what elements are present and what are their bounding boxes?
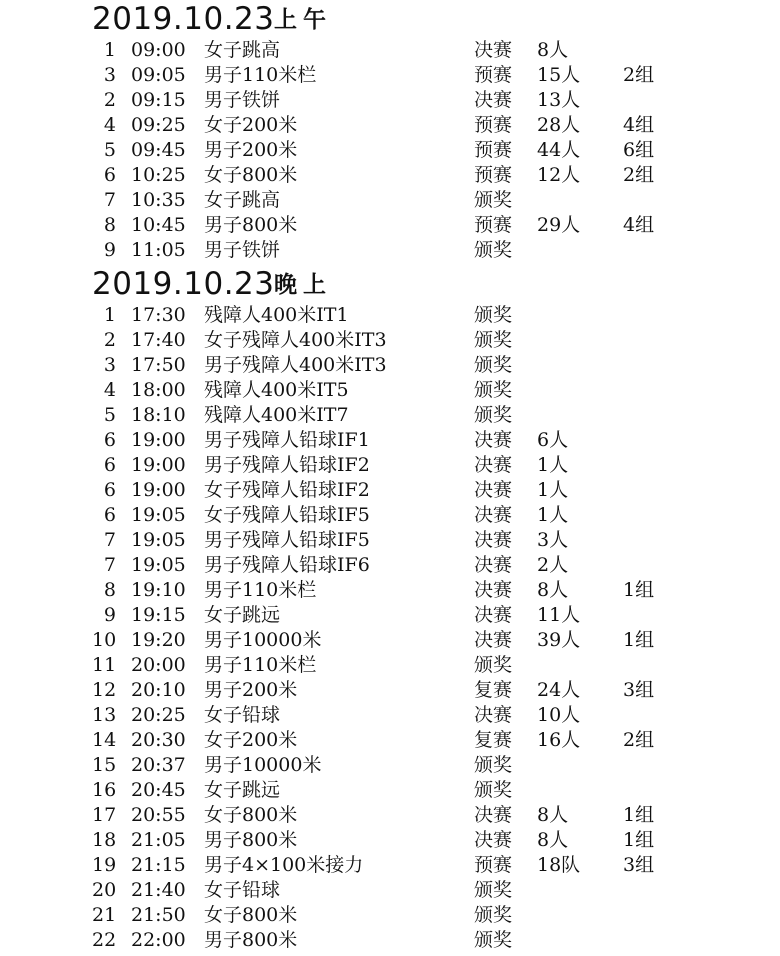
event-time: 21:15 — [131, 854, 186, 876]
event-name: 女子跳高 — [204, 39, 281, 61]
event-number: 17 — [92, 804, 117, 826]
participant-count: 18队 — [537, 854, 581, 876]
schedule-row — [0, 828, 780, 853]
event-time: 19:20 — [131, 629, 186, 651]
event-time: 17:40 — [131, 329, 186, 351]
participant-count: 3人 — [537, 529, 569, 551]
event-time: 19:15 — [131, 604, 186, 626]
event-stage: 预赛 — [474, 214, 513, 236]
event-name: 女子200米 — [204, 729, 298, 751]
event-number: 5 — [103, 139, 116, 161]
event-stage: 预赛 — [474, 114, 513, 136]
event-name: 男子残障人铅球IF1 — [204, 429, 370, 451]
section-date: 2019.10.23 — [92, 1, 275, 37]
schedule-row — [0, 88, 780, 113]
event-stage: 决赛 — [474, 479, 513, 501]
participant-count: 12人 — [537, 164, 581, 186]
event-name: 女子残障人铅球IF2 — [204, 479, 370, 501]
event-name: 男子残障人铅球IF6 — [204, 554, 370, 576]
group-count: 3组 — [623, 854, 655, 876]
event-name: 男子10000米 — [204, 754, 322, 776]
schedule-row — [0, 778, 780, 803]
event-number: 2 — [103, 329, 116, 351]
event-stage: 颁奖 — [474, 929, 513, 951]
event-time: 20:45 — [131, 779, 186, 801]
participant-count: 10人 — [537, 704, 581, 726]
event-stage: 颁奖 — [474, 379, 513, 401]
event-time: 20:00 — [131, 654, 186, 676]
schedule-table-evening — [0, 303, 780, 953]
group-count: 2组 — [623, 64, 655, 86]
event-time: 21:50 — [131, 904, 186, 926]
event-stage: 颁奖 — [474, 329, 513, 351]
schedule-row — [0, 428, 780, 453]
event-time: 09:00 — [131, 39, 186, 61]
schedule-row — [0, 853, 780, 878]
event-time: 11:05 — [131, 239, 186, 261]
event-stage: 决赛 — [474, 704, 513, 726]
event-number: 18 — [92, 829, 117, 851]
event-name: 残障人400米IT5 — [204, 379, 349, 401]
event-time: 10:35 — [131, 189, 186, 211]
event-time: 09:15 — [131, 89, 186, 111]
event-stage: 决赛 — [474, 454, 513, 476]
event-stage: 颁奖 — [474, 354, 513, 376]
schedule-table-morning — [0, 38, 780, 263]
schedule-row — [0, 803, 780, 828]
event-name: 男子110米栏 — [204, 654, 317, 676]
event-number: 7 — [103, 554, 116, 576]
event-stage: 预赛 — [474, 139, 513, 161]
event-name: 女子跳高 — [204, 189, 281, 211]
event-time: 20:55 — [131, 804, 186, 826]
event-name: 女子800米 — [204, 904, 298, 926]
event-time: 09:25 — [131, 114, 186, 136]
schedule-row — [0, 503, 780, 528]
event-number: 21 — [92, 904, 117, 926]
participant-count: 1人 — [537, 479, 569, 501]
event-number: 15 — [92, 754, 117, 776]
event-name: 女子铅球 — [204, 879, 281, 901]
event-number: 13 — [92, 704, 117, 726]
event-number: 7 — [103, 189, 116, 211]
event-number: 8 — [103, 579, 116, 601]
event-time: 19:05 — [131, 554, 186, 576]
event-name: 男子残障人铅球IF2 — [204, 454, 370, 476]
event-number: 6 — [103, 454, 116, 476]
event-number: 20 — [92, 879, 117, 901]
event-time: 10:45 — [131, 214, 186, 236]
schedule-row — [0, 353, 780, 378]
group-count: 1组 — [623, 804, 655, 826]
event-number: 16 — [92, 779, 117, 801]
event-number: 6 — [103, 164, 116, 186]
group-count: 1组 — [623, 629, 655, 651]
schedule-row — [0, 63, 780, 88]
event-number: 14 — [92, 729, 117, 751]
event-name: 男子200米 — [204, 139, 298, 161]
event-time: 20:30 — [131, 729, 186, 751]
participant-count: 29人 — [537, 214, 581, 236]
schedule-row — [0, 903, 780, 928]
event-number: 7 — [103, 529, 116, 551]
event-number: 1 — [103, 39, 116, 61]
event-name: 男子残障人铅球IF5 — [204, 529, 370, 551]
group-count: 6组 — [623, 139, 655, 161]
event-name: 男子200米 — [204, 679, 298, 701]
section-header-evening — [0, 265, 780, 303]
event-stage: 决赛 — [474, 829, 513, 851]
event-time: 09:05 — [131, 64, 186, 86]
event-time: 20:25 — [131, 704, 186, 726]
schedule-row — [0, 453, 780, 478]
participant-count: 1人 — [537, 504, 569, 526]
event-stage: 颁奖 — [474, 304, 513, 326]
group-count: 2组 — [623, 729, 655, 751]
event-number: 9 — [103, 604, 116, 626]
event-name: 女子残障人铅球IF5 — [204, 504, 370, 526]
event-name: 男子残障人400米IT3 — [204, 354, 387, 376]
event-number: 22 — [92, 929, 117, 951]
schedule-row — [0, 238, 780, 263]
event-number: 3 — [103, 354, 116, 376]
event-time: 19:00 — [131, 479, 186, 501]
event-stage: 决赛 — [474, 429, 513, 451]
event-name: 残障人400米IT1 — [204, 304, 349, 326]
event-name: 男子110米栏 — [204, 64, 317, 86]
event-time: 21:05 — [131, 829, 186, 851]
event-time: 09:45 — [131, 139, 186, 161]
event-time: 18:10 — [131, 404, 186, 426]
event-number: 6 — [103, 479, 116, 501]
event-time: 17:30 — [131, 304, 186, 326]
event-stage: 预赛 — [474, 854, 513, 876]
event-time: 21:40 — [131, 879, 186, 901]
schedule-row — [0, 878, 780, 903]
participant-count: 1人 — [537, 454, 569, 476]
participant-count: 6人 — [537, 429, 569, 451]
event-number: 10 — [92, 629, 117, 651]
schedule-row — [0, 188, 780, 213]
event-stage: 复赛 — [474, 679, 513, 701]
schedule-row — [0, 703, 780, 728]
schedule-row — [0, 113, 780, 138]
group-count: 1组 — [623, 829, 655, 851]
section-header-morning — [0, 0, 780, 38]
schedule-row — [0, 553, 780, 578]
event-name: 男子800米 — [204, 214, 298, 236]
event-name: 女子跳远 — [204, 604, 281, 626]
participant-count: 24人 — [537, 679, 581, 701]
event-stage: 预赛 — [474, 64, 513, 86]
group-count: 4组 — [623, 214, 655, 236]
schedule-row — [0, 578, 780, 603]
event-number: 12 — [92, 679, 117, 701]
participant-count: 8人 — [537, 579, 569, 601]
participant-count: 8人 — [537, 829, 569, 851]
event-time: 19:00 — [131, 454, 186, 476]
event-time: 20:37 — [131, 754, 186, 776]
event-number: 8 — [103, 214, 116, 236]
schedule-row — [0, 303, 780, 328]
participant-count: 13人 — [537, 89, 581, 111]
event-number: 6 — [103, 504, 116, 526]
event-stage: 颁奖 — [474, 654, 513, 676]
event-name: 女子800米 — [204, 164, 298, 186]
participant-count: 15人 — [537, 64, 581, 86]
event-stage: 颁奖 — [474, 754, 513, 776]
event-number: 11 — [92, 654, 117, 676]
participant-count: 16人 — [537, 729, 581, 751]
section-period: 上午 — [274, 6, 332, 33]
event-number: 6 — [103, 429, 116, 451]
event-stage: 决赛 — [474, 529, 513, 551]
event-number: 19 — [92, 854, 117, 876]
event-stage: 颁奖 — [474, 404, 513, 426]
event-name: 女子残障人400米IT3 — [204, 329, 387, 351]
event-time: 18:00 — [131, 379, 186, 401]
schedule-row — [0, 728, 780, 753]
event-time: 19:05 — [131, 529, 186, 551]
event-stage: 决赛 — [474, 804, 513, 826]
event-stage: 颁奖 — [474, 779, 513, 801]
event-name: 男子铁饼 — [204, 239, 281, 261]
event-name: 女子200米 — [204, 114, 298, 136]
schedule-row — [0, 378, 780, 403]
event-stage: 颁奖 — [474, 239, 513, 261]
event-stage: 决赛 — [474, 579, 513, 601]
event-stage: 决赛 — [474, 604, 513, 626]
event-time: 19:05 — [131, 504, 186, 526]
participant-count: 8人 — [537, 804, 569, 826]
group-count: 4组 — [623, 114, 655, 136]
event-number: 5 — [103, 404, 116, 426]
section-date: 2019.10.23 — [92, 266, 275, 302]
event-time: 19:10 — [131, 579, 186, 601]
event-name: 女子跳远 — [204, 779, 281, 801]
event-name: 残障人400米IT7 — [204, 404, 349, 426]
schedule-row — [0, 478, 780, 503]
event-stage: 颁奖 — [474, 879, 513, 901]
participant-count: 11人 — [537, 604, 581, 626]
participant-count: 44人 — [537, 139, 581, 161]
event-time: 19:00 — [131, 429, 186, 451]
participant-count: 2人 — [537, 554, 569, 576]
schedule-row — [0, 753, 780, 778]
event-time: 10:25 — [131, 164, 186, 186]
event-stage: 决赛 — [474, 554, 513, 576]
section-period: 晚上 — [274, 271, 332, 298]
schedule-row — [0, 653, 780, 678]
event-time: 17:50 — [131, 354, 186, 376]
event-stage: 颁奖 — [474, 189, 513, 211]
schedule-row — [0, 628, 780, 653]
schedule-row — [0, 38, 780, 63]
event-number: 4 — [103, 379, 116, 401]
group-count: 3组 — [623, 679, 655, 701]
event-time: 20:10 — [131, 679, 186, 701]
event-number: 3 — [103, 64, 116, 86]
event-stage: 颁奖 — [474, 904, 513, 926]
event-stage: 决赛 — [474, 629, 513, 651]
participant-count: 39人 — [537, 629, 581, 651]
group-count: 1组 — [623, 579, 655, 601]
event-stage: 决赛 — [474, 89, 513, 111]
group-count: 2组 — [623, 164, 655, 186]
event-name: 男子铁饼 — [204, 89, 281, 111]
schedule-row — [0, 138, 780, 163]
event-name: 女子铅球 — [204, 704, 281, 726]
schedule-row — [0, 528, 780, 553]
event-name: 男子800米 — [204, 929, 298, 951]
schedule-row — [0, 328, 780, 353]
event-number: 2 — [103, 89, 116, 111]
schedule-row — [0, 403, 780, 428]
event-stage: 预赛 — [474, 164, 513, 186]
event-number: 1 — [103, 304, 116, 326]
event-name: 男子110米栏 — [204, 579, 317, 601]
schedule-row — [0, 213, 780, 238]
event-stage: 决赛 — [474, 39, 513, 61]
event-name: 女子800米 — [204, 804, 298, 826]
event-name: 男子800米 — [204, 829, 298, 851]
schedule-row — [0, 163, 780, 188]
schedule-row — [0, 603, 780, 628]
participant-count: 8人 — [537, 39, 569, 61]
event-number: 4 — [103, 114, 116, 136]
event-name: 男子10000米 — [204, 629, 322, 651]
event-name: 男子4×100米接力 — [204, 854, 364, 876]
schedule-row — [0, 678, 780, 703]
event-stage: 决赛 — [474, 504, 513, 526]
event-time: 22:00 — [131, 929, 186, 951]
participant-count: 28人 — [537, 114, 581, 136]
event-stage: 复赛 — [474, 729, 513, 751]
schedule-row — [0, 928, 780, 953]
event-number: 9 — [103, 239, 116, 261]
